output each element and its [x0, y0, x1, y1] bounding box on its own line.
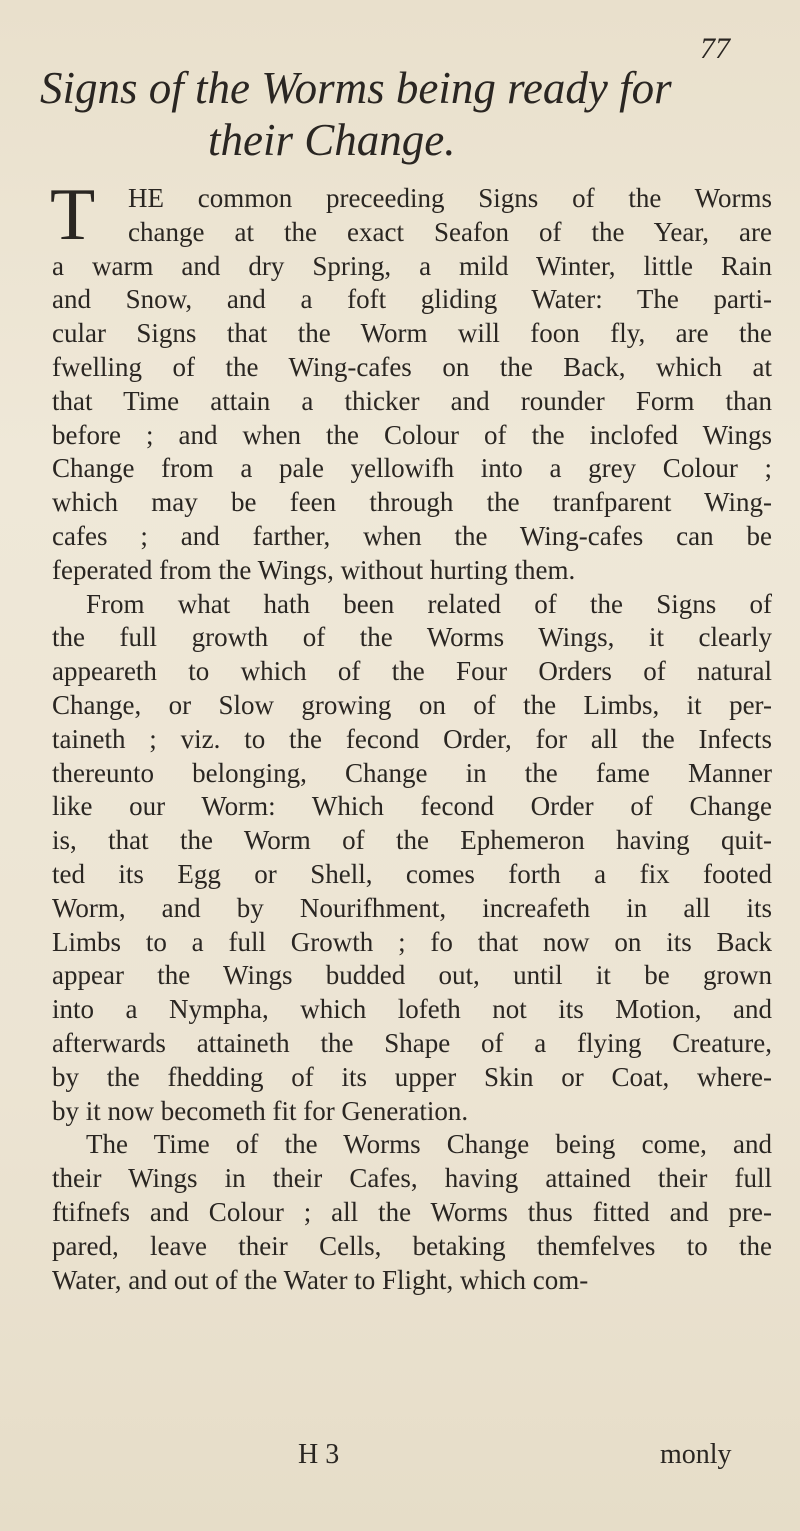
signature-mark: H 3 [298, 1439, 340, 1470]
body-text [50, 174, 772, 1297]
heading-line-1: Signs of the Worms being ready for [40, 63, 672, 113]
text-line: thereunto belonging, Change in the fame Manner [52, 757, 772, 788]
text-line: appeareth to which of the Four Orders of natural [52, 656, 772, 687]
text-line: and Snow, and a foft gliding Water: The parti- [52, 284, 772, 315]
text-line: From what hath been related of the Signs of [86, 588, 772, 619]
text-line: feperated from the Wings, without hurting them. [52, 554, 576, 585]
drop-cap: T [50, 174, 96, 256]
text-line: afterwards attaineth the Shape of a flying Creature, [52, 1027, 772, 1058]
text-line: ted its Egg or Shell, comes forth a fix footed [52, 858, 772, 889]
text-line: cular Signs that the Worm will foon fly, are the [52, 318, 772, 349]
text-line: which may be feen through the tranfparent Wing- [52, 487, 772, 518]
text-line: The Time of the Worms Change being come, and [86, 1129, 772, 1160]
text-line: Change from a pale yellowifh into a grey Colour ; [52, 453, 772, 484]
chapter-heading [40, 62, 770, 166]
text-line: pared, leave their Cells, betaking themfelves to the [52, 1230, 772, 1261]
text-line: Limbs to a full Growth ; fo that now on its Back [52, 926, 772, 957]
text-line: a warm and dry Spring, a mild Winter, little Rain [52, 250, 772, 281]
text-line: HE common preceeding Signs of the Worms [128, 183, 772, 213]
text-line: ftifnefs and Colour ; all the Worms thus fitted and pre- [52, 1196, 772, 1227]
text-line: fwelling of the Wing-cafes on the Back, which at [52, 351, 772, 382]
text-line: by it now becometh fit for Generation. [52, 1095, 469, 1126]
text-line: appear the Wings budded out, until it be grown [52, 960, 772, 991]
catchword: monly [660, 1439, 732, 1470]
text-line: into a Nympha, which lofeth not its Motion, and [52, 994, 772, 1025]
text-line: change at the exact Seafon of the Year, are [128, 216, 772, 247]
text-line: Change, or Slow growing on of the Limbs, it per- [52, 689, 772, 720]
text-line: that Time attain a thicker and rounder Form than [52, 385, 772, 416]
heading-line-2: their Change. [208, 115, 456, 165]
text-line: by the fhedding of its upper Skin or Coat, where- [52, 1061, 772, 1092]
text-line: is, that the Worm of the Ephemeron having quit- [52, 825, 772, 856]
text-line: Water, and out of the Water to Flight, which com- [52, 1264, 589, 1295]
page-number: 77 [700, 32, 730, 65]
text-line: taineth ; viz. to the fecond Order, for all the Infects [52, 723, 772, 754]
text-line: their Wings in their Cafes, having attained their full [52, 1163, 772, 1194]
text-line: like our Worm: Which fecond Order of Change [52, 791, 772, 822]
text-line: the full growth of the Worms Wings, it clearly [52, 622, 772, 653]
text-line: Worm, and by Nourifhment, increafeth in all its [52, 892, 772, 923]
text-line: before ; and when the Colour of the inclofed Wings [52, 419, 772, 450]
text-line: cafes ; and farther, when the Wing-cafes can be [52, 520, 772, 551]
